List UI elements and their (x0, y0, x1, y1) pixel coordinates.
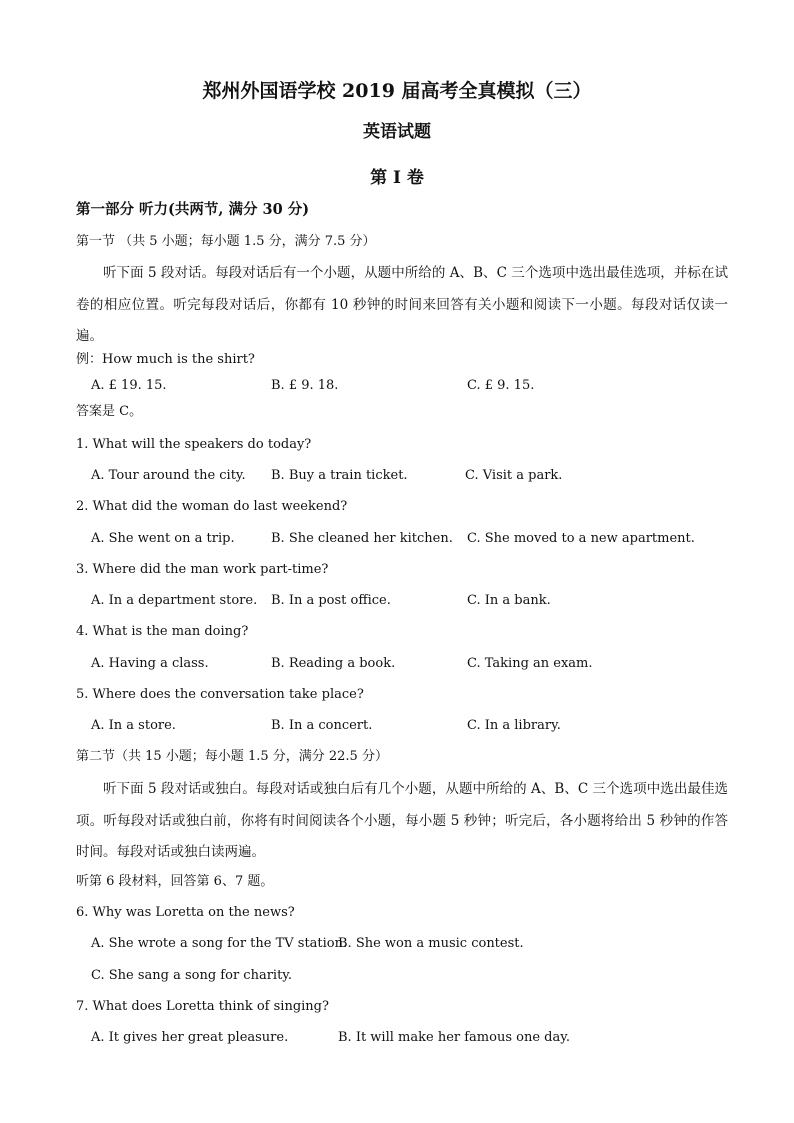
question-5: 5. Where does the conversation take place? (76, 687, 364, 702)
section2-instructions: 听下面 5 段对话或独白。每段对话或独白后有几个小题，从题中所给的 A、B、C 三个选项中选出最佳选项。听每段对话或独白前，你将有时间阅读各个小题，每小题 5 秒钟；听完后，各小题将给出 5 秒钟的作答时间。每段对话或独白读两遍。 (76, 781, 728, 860)
question-5-option-b: B. In a concert. (271, 718, 373, 733)
section2-heading: 第二节（共 15 小题；每小题 1.5 分，满分 22.5 分） (76, 749, 388, 764)
question-7-option-b: B. It will make her famous one day. (338, 1030, 570, 1045)
question-5-option-a: A. In a store. (91, 718, 176, 733)
question-1-option-c: C. Visit a park. (465, 468, 563, 483)
question-2: 2. What did the woman do last weekend? (76, 499, 348, 514)
question-3: 3. Where did the man work part-time? (76, 562, 329, 577)
question-5-option-c: C. In a library. (467, 718, 561, 733)
question-2-option-c: C. She moved to a new apartment. (467, 531, 695, 546)
section1-instructions: 听下面 5 段对话。每段对话后有一个小题，从题中所给的 A、B、C 三个选项中选出最佳选项，并标在试卷的相应位置。听完每段对话后，你都有 10 秒钟的时间来回答有关小题和阅读下一小题。每段对话仅读一遍。 (76, 265, 728, 344)
exam-subtitle: 英语试题 (363, 122, 431, 142)
part1-heading: 第一部分 听力(共两节, 满分 30 分) (76, 201, 310, 218)
question-6-option-b: B. She won a music contest. (338, 936, 524, 951)
exam-title: 郑州外国语学校 2019 届高考全真模拟（三） (202, 80, 592, 102)
question-3-option-c: C. In a bank. (467, 593, 551, 608)
example-option-c: C. £ 9. 15. (467, 378, 535, 393)
example-option-b: B. £ 9. 18. (271, 378, 339, 393)
question-6-option-a: A. She wrote a song for the TV station. (91, 936, 348, 951)
volume-heading: 第 I 卷 (370, 168, 424, 188)
question-3-option-b: B. In a post office. (271, 593, 391, 608)
section1-heading: 第一节 （共 5 小题；每小题 1.5 分，满分 7.5 分） (76, 234, 376, 249)
question-4-option-a: A. Having a class. (91, 656, 209, 671)
question-2-option-b: B. She cleaned her kitchen. (271, 531, 453, 546)
example-answer: 答案是 C。 (76, 404, 143, 419)
question-4-option-c: C. Taking an exam. (467, 656, 593, 671)
material-note: 听第 6 段材料，回答第 6、7 题。 (76, 874, 274, 889)
question-1: 1. What will the speakers do today? (76, 437, 312, 452)
question-4: 4. What is the man doing? (76, 624, 249, 639)
question-2-option-a: A. She went on a trip. (91, 531, 235, 546)
question-1-option-b: B. Buy a train ticket. (271, 468, 408, 483)
question-3-option-a: A. In a department store. (91, 593, 258, 608)
question-4-option-b: B. Reading a book. (271, 656, 396, 671)
example-option-a: A. £ 19. 15. (91, 378, 167, 393)
question-1-option-a: A. Tour around the city. (91, 468, 246, 483)
question-7-option-a: A. It gives her great pleasure. (91, 1030, 289, 1045)
example-question: 例：How much is the shirt? (76, 352, 255, 367)
question-6: 6. Why was Loretta on the news? (76, 905, 295, 920)
question-7: 7. What does Loretta think of singing? (76, 999, 329, 1014)
question-6-option-c: C. She sang a song for charity. (91, 968, 293, 983)
